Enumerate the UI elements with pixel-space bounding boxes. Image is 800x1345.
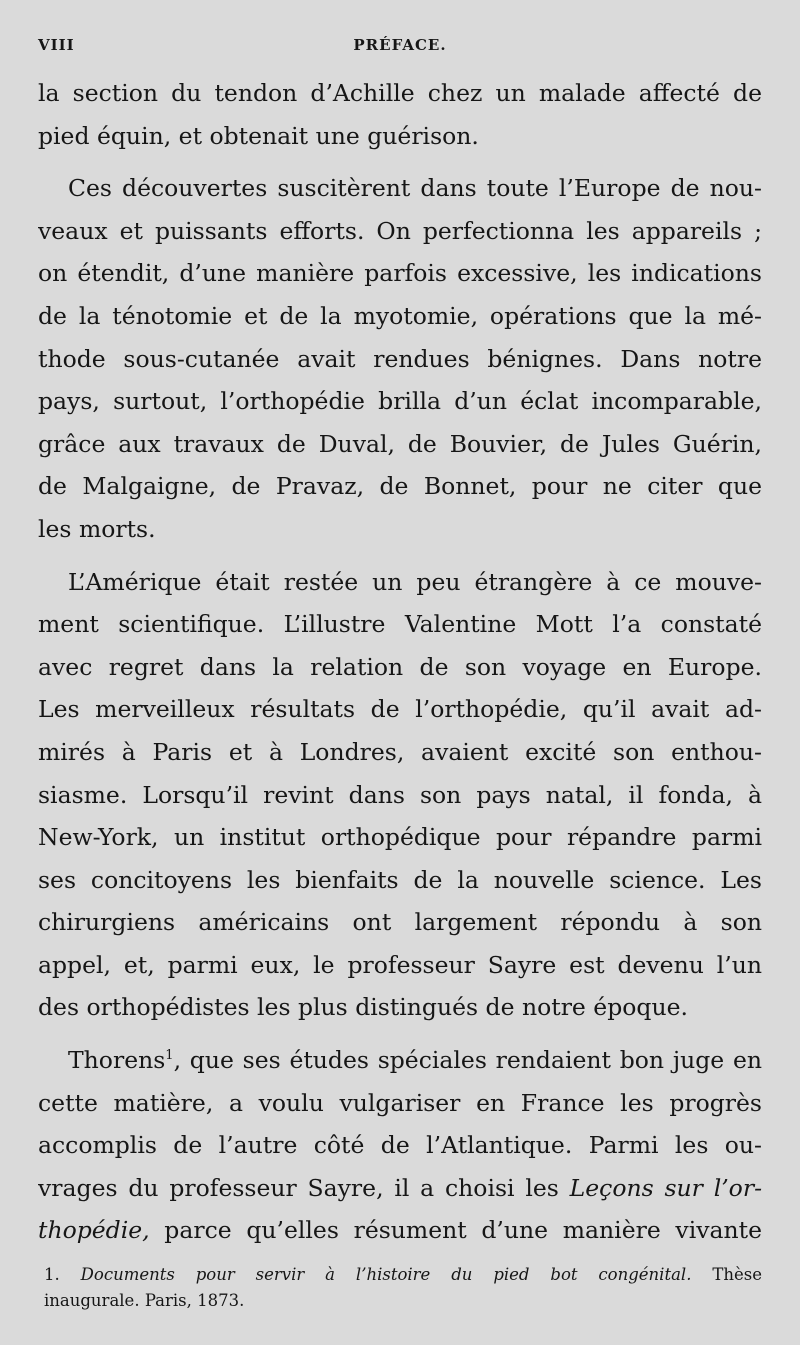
- text-line: cette matière, a voulu vulgariser en France les progrès: [38, 1088, 762, 1117]
- text-line: appel, et, parmi eux, le professeur Sayre est devenu l’un: [38, 950, 762, 979]
- text-line: avec regret dans la relation de son voyage en Europe.: [38, 652, 762, 681]
- body-text: [38, 72, 762, 1252]
- footnote-text: Thèse: [691, 1265, 762, 1284]
- text-line: New-York, un institut orthopédique pour répandre parmi: [38, 823, 762, 852]
- running-title: PRÉFACE.: [353, 36, 447, 54]
- author-name: Thorens: [68, 1046, 166, 1075]
- text-line: grâce aux travaux de Duval, de Bouvier, de Jules Guérin,: [38, 429, 762, 458]
- footnote-number: 1.: [44, 1265, 60, 1284]
- text-line: siasme. Lorsqu’il revint dans son pays natal, il fonda, à: [38, 780, 762, 809]
- paragraph-4: [38, 1039, 762, 1252]
- text-line: [38, 1167, 762, 1210]
- text-line: de Malgaigne, de Pravaz, de Bonnet, pour ne citer que: [38, 472, 762, 501]
- page-number: VIII: [38, 36, 75, 54]
- paragraph-3: [38, 561, 762, 1030]
- footnote-line: [44, 1262, 762, 1288]
- text-line: [38, 1209, 762, 1252]
- paragraph-2: [38, 167, 762, 550]
- text-line: ment scientifique. L’illustre Valentine Mott l’a constaté: [38, 610, 762, 639]
- book-title-italic: thopédie,: [38, 1216, 150, 1245]
- text-run: parce qu’elles résument d’une manière vivante: [149, 1216, 762, 1245]
- text-line: on étendit, d’une manière parfois excessive, les indications: [38, 259, 762, 288]
- text-line: Les merveilleux résultats de l’orthopédie, qu’il avait ad-: [38, 695, 762, 724]
- text-line: de la ténotomie et de la myotomie, opérations que la mé-: [38, 301, 762, 330]
- text-line: pied équin, et obtenait une guérison.: [38, 121, 479, 150]
- text-line: veaux et puissants efforts. On perfectionna les appareils ;: [38, 216, 762, 245]
- text-line: la section du tendon d’Achille chez un malade affecté de: [38, 79, 762, 107]
- text-line: les morts.: [38, 514, 156, 543]
- footnote-title: Documents pour servir à l’histoire du pied bot congénital.: [80, 1265, 692, 1284]
- book-title-italic: Leçons sur l’or-: [569, 1173, 762, 1202]
- footnote: [44, 1262, 762, 1314]
- text-line: accomplis de l’autre côté de l’Atlantique. Parmi les ou-: [38, 1131, 762, 1160]
- text-run: vrages du professeur Sayre, il a choisi les: [38, 1173, 570, 1202]
- footnote-line: inaugurale. Paris, 1873.: [44, 1291, 245, 1310]
- text-line: mirés à Paris et à Londres, avaient excité son enthou-: [38, 737, 762, 766]
- text-line: ses concitoyens les bienfaits de la nouvelle science. Les: [38, 865, 762, 894]
- text-line: des orthopédistes les plus distingués de notre époque.: [38, 993, 688, 1022]
- text-line: [38, 1039, 762, 1082]
- text-run: , que ses études spéciales rendaient bon juge en: [173, 1046, 762, 1075]
- text-line: thode sous-cutanée avait rendues bénignes. Dans notre: [38, 344, 762, 373]
- text-line: chirurgiens américains ont largement répondu à son: [38, 908, 762, 937]
- text-line: pays, surtout, l’orthopédie brilla d’un éclat incomparable,: [38, 387, 762, 416]
- text-line: Ces découvertes suscitèrent dans toute l’Europe de nou-: [68, 174, 762, 203]
- text-line: L’Amérique était restée un peu étrangère à ce mouve-: [68, 567, 762, 596]
- footnote-reference: 1: [165, 1048, 174, 1064]
- paragraph-1: [38, 72, 762, 157]
